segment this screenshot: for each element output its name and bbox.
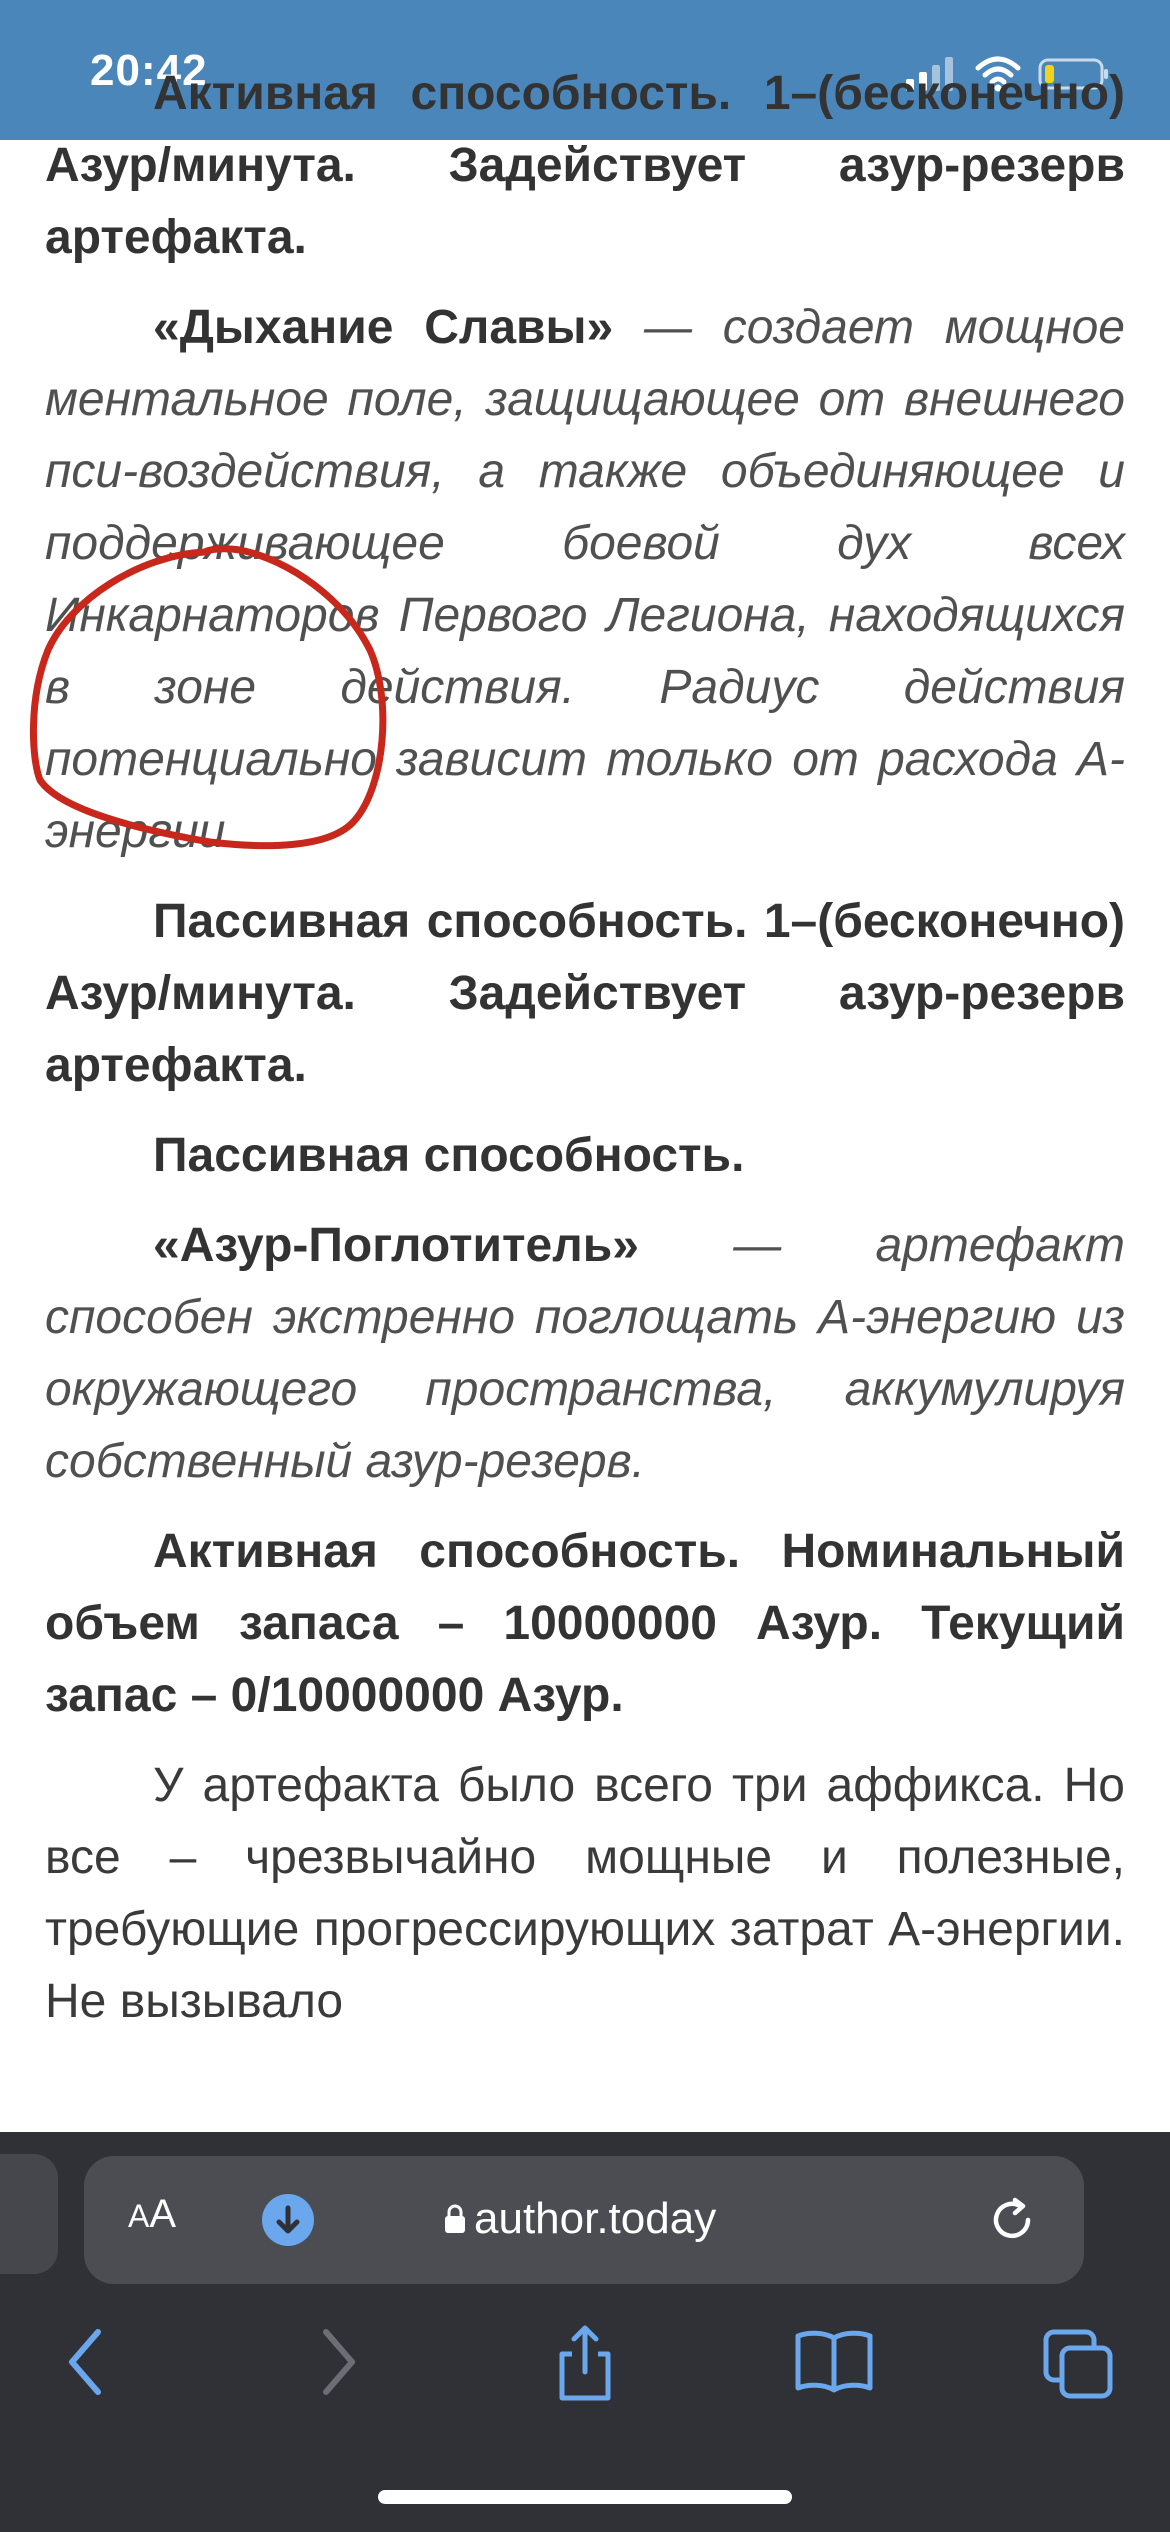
back-button[interactable]	[58, 2322, 114, 2407]
ability-title-breath-of-glory: «Дыхание Славы»	[153, 301, 614, 354]
forward-button[interactable]	[310, 2322, 366, 2407]
reload-icon	[984, 2192, 1040, 2248]
reload-button[interactable]	[984, 2192, 1040, 2253]
back-chevron-icon	[58, 2322, 114, 2402]
address-bar[interactable]	[84, 2156, 1084, 2284]
ability-text-breath-of-glory: — создает мощное ментальное поле, защищающее от внешнего пси-воздействия, а также объединяющее и поддерживающее боевой дух всех Инкарнаторов Первого Легиона, находящихся в зоне действия. Радиус действия потенциально зависит только от расхода А-энергии	[45, 301, 1125, 858]
ability-paragraph-passive-1: Пассивная способность. 1–(бесконечно) Азур/минута. Задействует азур-резерв артефакта.	[45, 895, 1125, 1092]
ability-paragraph-active-1: Активная способность. 1–(бесконечно) Азур/минута. Задействует азур-резерв артефакта.	[45, 67, 1125, 264]
forward-chevron-icon	[310, 2322, 366, 2402]
share-button[interactable]	[548, 2322, 622, 2407]
reader-options-button[interactable]: AA	[128, 2192, 177, 2236]
ability-paragraph-active-2: Активная способность. Номинальный объем запаса – 10000000 Азур. Текущий запас – 0/10000000 Азур.	[45, 1525, 1125, 1722]
tabs-button[interactable]	[1040, 2322, 1120, 2407]
narrative-paragraph: У артефакта было всего три аффикса. Но все – чрезвычайно мощные и полезные, требующие прогрессирующих затрат А-энергии. Не вызывало	[45, 1759, 1125, 2028]
previous-tab-peek[interactable]	[0, 2154, 58, 2274]
status-time: 20:42	[90, 46, 208, 95]
lock-icon	[444, 2204, 466, 2234]
ability-paragraph-passive-2: Пассивная способность.	[153, 1129, 745, 1182]
tabs-icon	[1040, 2322, 1120, 2402]
ability-title-azure-absorber: «Азур-Поглотитель»	[153, 1219, 639, 1272]
share-icon	[548, 2322, 622, 2402]
download-arrow-icon	[262, 2194, 314, 2246]
ability-description-breath-of-glory	[45, 292, 1125, 868]
ability-description-azure-absorber	[45, 1210, 1125, 1498]
bookmarks-icon	[792, 2322, 876, 2402]
bookmarks-button[interactable]	[792, 2322, 876, 2407]
home-indicator[interactable]	[378, 2490, 792, 2504]
url-display[interactable]	[444, 2194, 716, 2244]
ability-text-azure-absorber: — артефакт способен экстренно поглощать А-энергию из окружающего пространства, аккумулируя собственный азур-резерв.	[45, 1219, 1125, 1488]
download-button[interactable]	[262, 2194, 314, 2246]
url-text: author.today	[474, 2194, 717, 2243]
